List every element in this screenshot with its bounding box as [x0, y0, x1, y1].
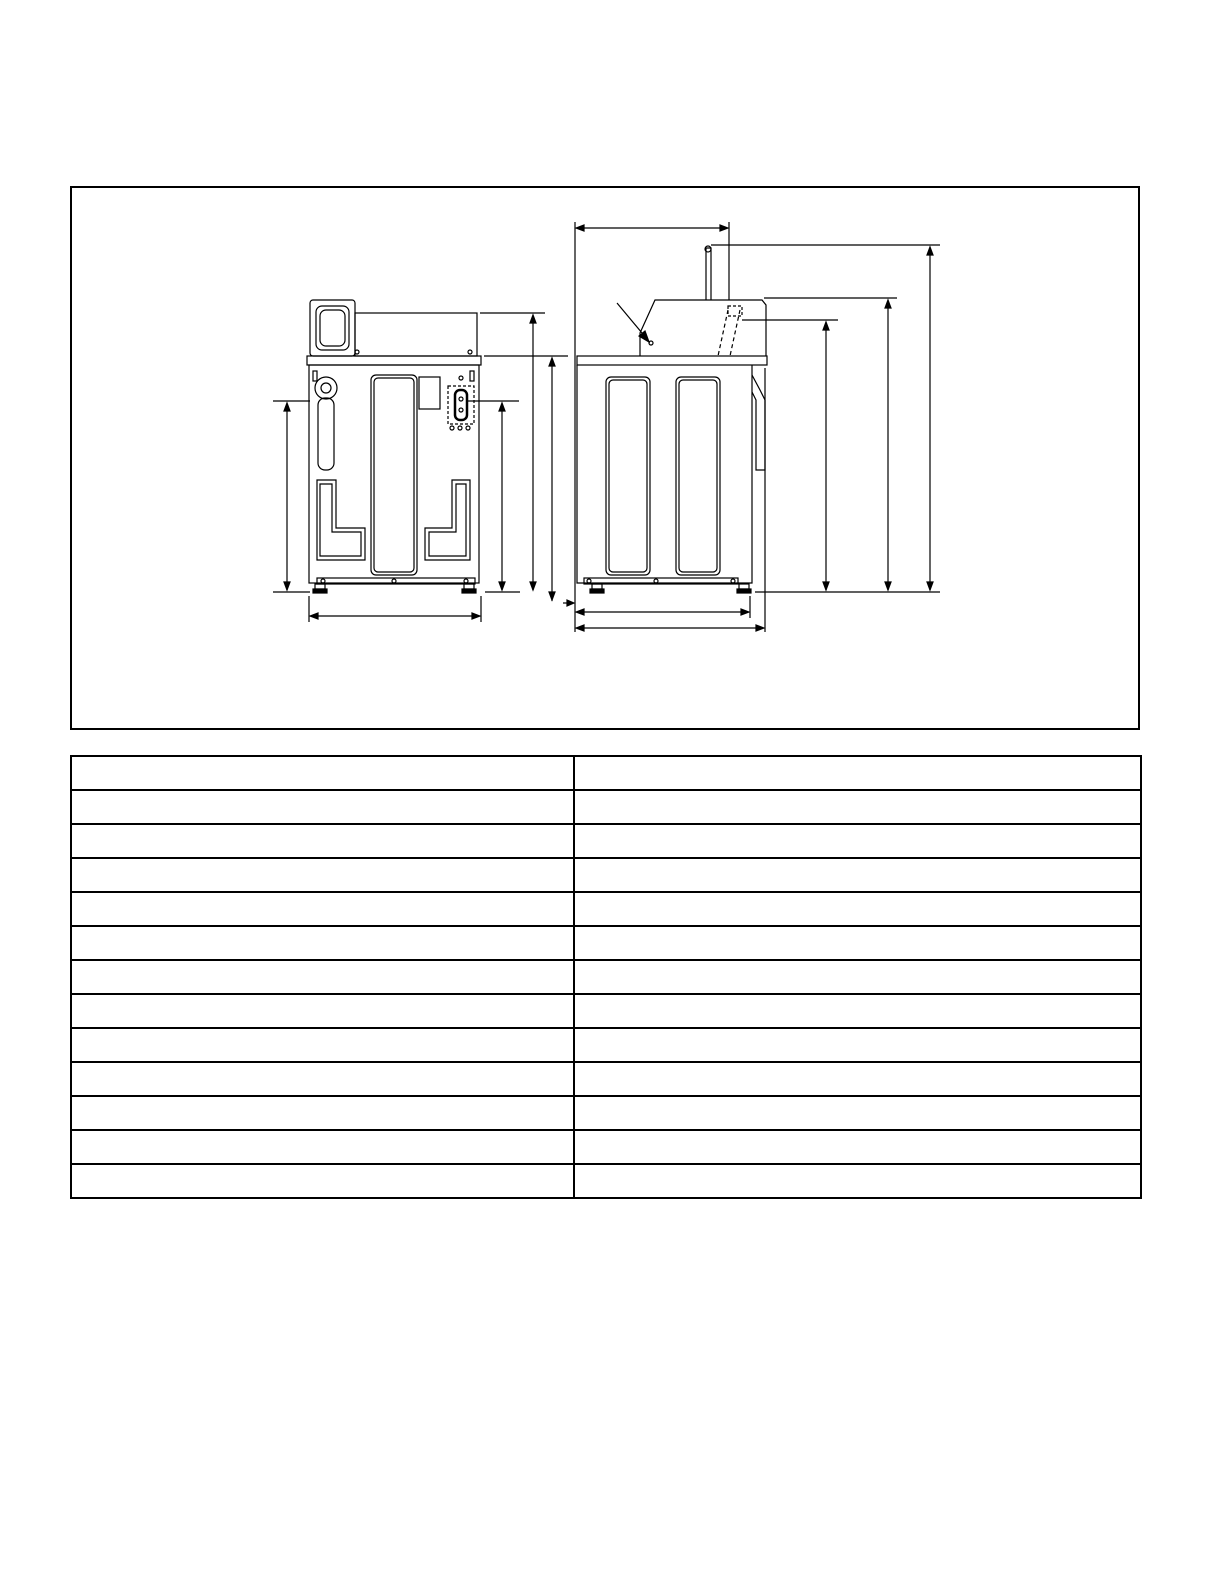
spec-label-cell [71, 1062, 574, 1096]
spec-label-cell [71, 1164, 574, 1198]
spec-value-cell [574, 1028, 1141, 1062]
spec-label-cell [71, 756, 574, 790]
spec-label-cell [71, 960, 574, 994]
table-row [71, 1164, 1141, 1198]
spec-value-cell [574, 1062, 1141, 1096]
table-row [71, 1096, 1141, 1130]
spec-value-cell [574, 824, 1141, 858]
table-row [71, 892, 1141, 926]
spec-label-cell [71, 926, 574, 960]
spec-value-cell [574, 926, 1141, 960]
table-row [71, 1028, 1141, 1062]
spec-value-cell [574, 960, 1141, 994]
spec-label-cell [71, 892, 574, 926]
spec-value-cell [574, 994, 1141, 1028]
table-row [71, 926, 1141, 960]
spec-value-cell [574, 756, 1141, 790]
side-view [577, 246, 767, 593]
table-row [71, 824, 1141, 858]
rear-dimensions [273, 313, 568, 622]
spec-value-cell [574, 1130, 1141, 1164]
table-row [71, 960, 1141, 994]
table-row [71, 994, 1141, 1028]
spec-label-cell [71, 790, 574, 824]
spec-label-cell [71, 994, 574, 1028]
table-row [71, 790, 1141, 824]
spec-label-cell [71, 1028, 574, 1062]
spec-value-cell [574, 858, 1141, 892]
spec-label-cell [71, 1096, 574, 1130]
spec-value-cell [574, 790, 1141, 824]
table-row [71, 1062, 1141, 1096]
table-row [71, 858, 1141, 892]
spec-label-cell [71, 1130, 574, 1164]
spec-value-cell [574, 892, 1141, 926]
rear-view [307, 300, 481, 593]
spec-label-cell [71, 824, 574, 858]
spec-label-cell [71, 858, 574, 892]
table-row [71, 1130, 1141, 1164]
table-row [71, 756, 1141, 790]
specifications-table [70, 755, 1142, 1199]
spec-value-cell [574, 1164, 1141, 1198]
spec-value-cell [574, 1096, 1141, 1130]
